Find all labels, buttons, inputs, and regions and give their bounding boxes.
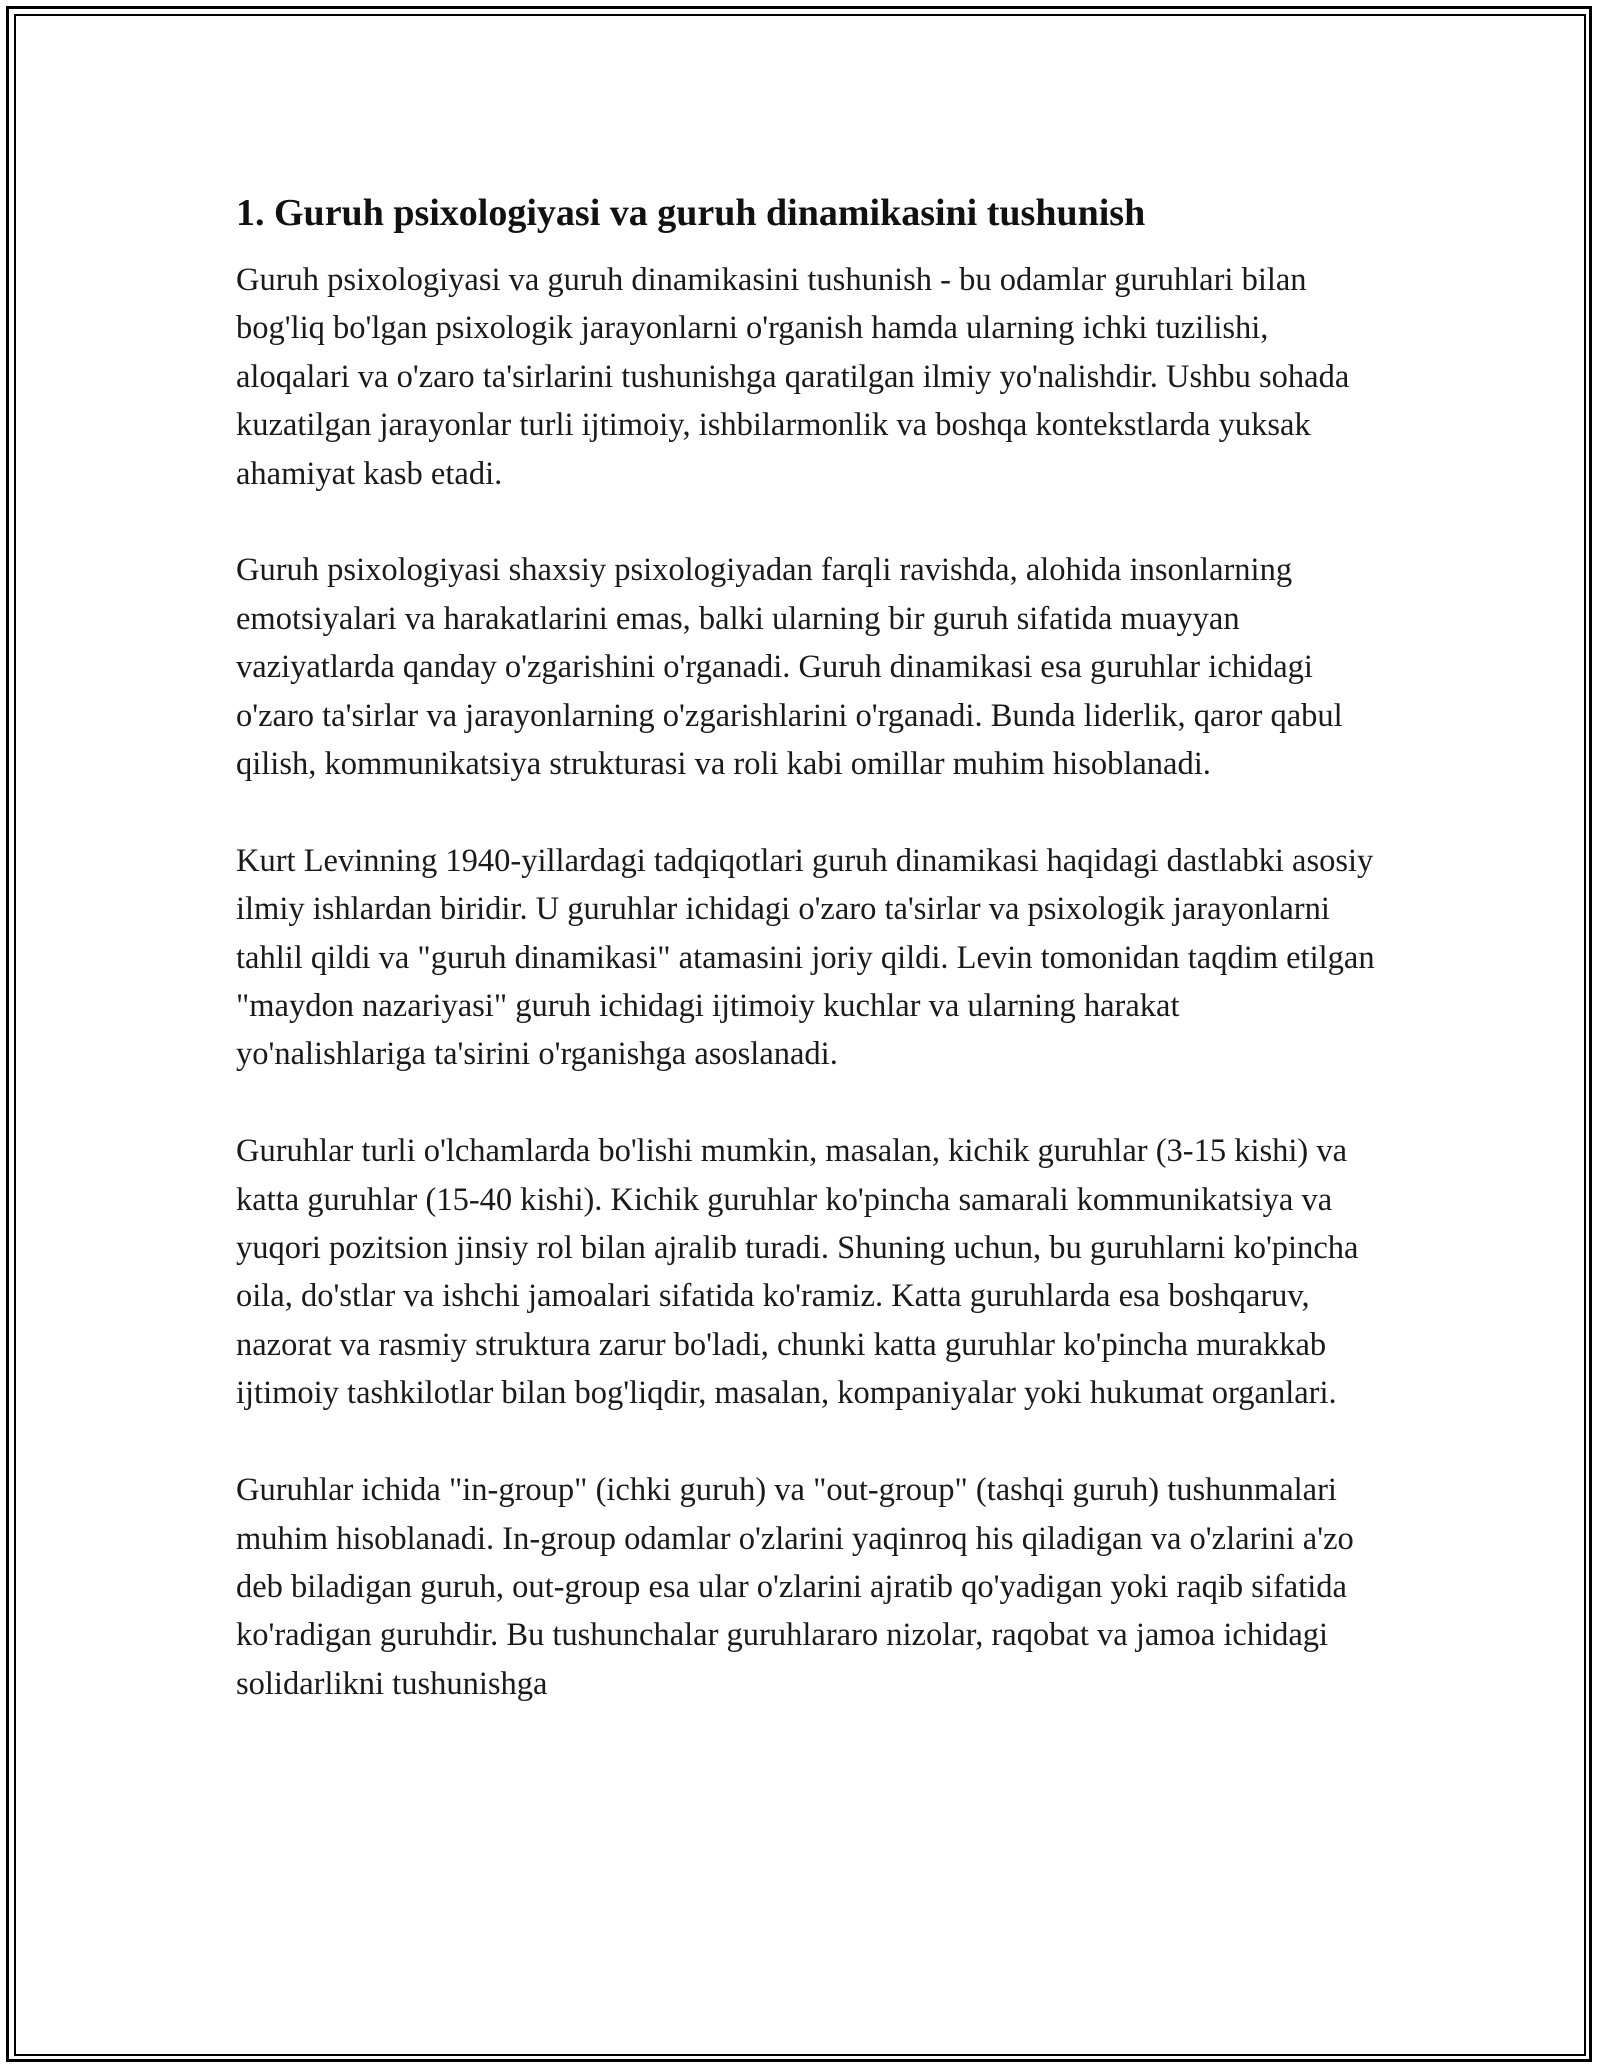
document-body (236, 188, 1376, 1757)
paragraph-1: Guruh psixologiyasi va guruh dinamikasini tushunish - bu odamlar guruhlari bilan bog'liq bo'lgan psixologik jarayonlarni o'rganish hamda ularning ichki tuzilishi, aloqalari va o'zaro ta'sirlarini tushunishga qaratilgan ilmiy yo'nalishdir. Ushbu sohada kuzatilgan jarayonlar turli ijtimoiy, ishbilarmonlik va boshqa kontekstlarda yuksak ahamiyat kasb etadi. (236, 262, 1350, 492)
paragraph-3: Kurt Levinning 1940-yillardagi tadqiqotlari guruh dinamikasi haqidagi dastlabki asosiy ilmiy ishlardan biridir. U guruhlar ichidagi o'zaro ta'sirlar va psixologik jarayonlarni tahlil qildi va "guruh dinamikasi" atamasini joriy qildi. Levin tomonidan taqdim etilgan "maydon nazariyasi" guruh ichidagi ijtimoiy kuchlar va ularning harakat yo'nalishlariga ta'sirini o'rganishga asoslanadi. (236, 842, 1375, 1073)
paragraph-2: Guruh psixologiyasi shaxsiy psixologiyadan farqli ravishda, alohida insonlarning emotsiyalari va harakatlarini emas, balki ularning bir guruh sifatida muayyan vaziyatlarda qanday o'zgarishini o'rganadi. Guruh dinamikasi esa guruhlar ichidagi o'zaro ta'sirlar va jarayonlarning o'zgarishlarini o'rganadi. Bunda liderlik, qaror qabul qilish, kommunikatsiya strukturasi va roli kabi omillar muhim hisoblanadi. (236, 552, 1343, 783)
section-heading: 1. Guruh psixologiyasi va guruh dinamikasini tushunish (236, 192, 1146, 234)
paragraph-4: Guruhlar turli o'lchamlarda bo'lishi mumkin, masalan, kichik guruhlar (3-15 kishi) va katta guruhlar (15-40 kishi). Kichik guruhlar ko'pincha samarali kommunikatsiya va yuqori pozitsion jinsiy rol bilan ajralib turadi. Shuning uchun, bu guruhlarni ko'pincha oila, do'stlar va ishchi jamoalari sifatida ko'ramiz. Katta guruhlarda esa boshqaruv, nazorat va rasmiy struktura zarur bo'ladi, chunki katta guruhlar ko'pincha murakkab ijtimoiy tashkilotlar bilan bog'liqdir, masalan, kompaniyalar yoki hukumat organlari. (236, 1133, 1359, 1412)
paragraph-5: Guruhlar ichida "in-group" (ichki guruh) va "out-group" (tashqi guruh) tushunmalari muhim hisoblanadi. In-group odamlar o'zlarini yaqinroq his qiladigan va o'zlarini a'zo deb biladigan guruh, out-group esa ular o'zlarini ajratib qo'yadigan yoki raqib sifatida ko'radigan guruhdir. Bu tushunchalar guruhlararo nizolar, raqobat va jamoa ichidagi solidarlikni tushunishga (236, 1472, 1354, 1702)
